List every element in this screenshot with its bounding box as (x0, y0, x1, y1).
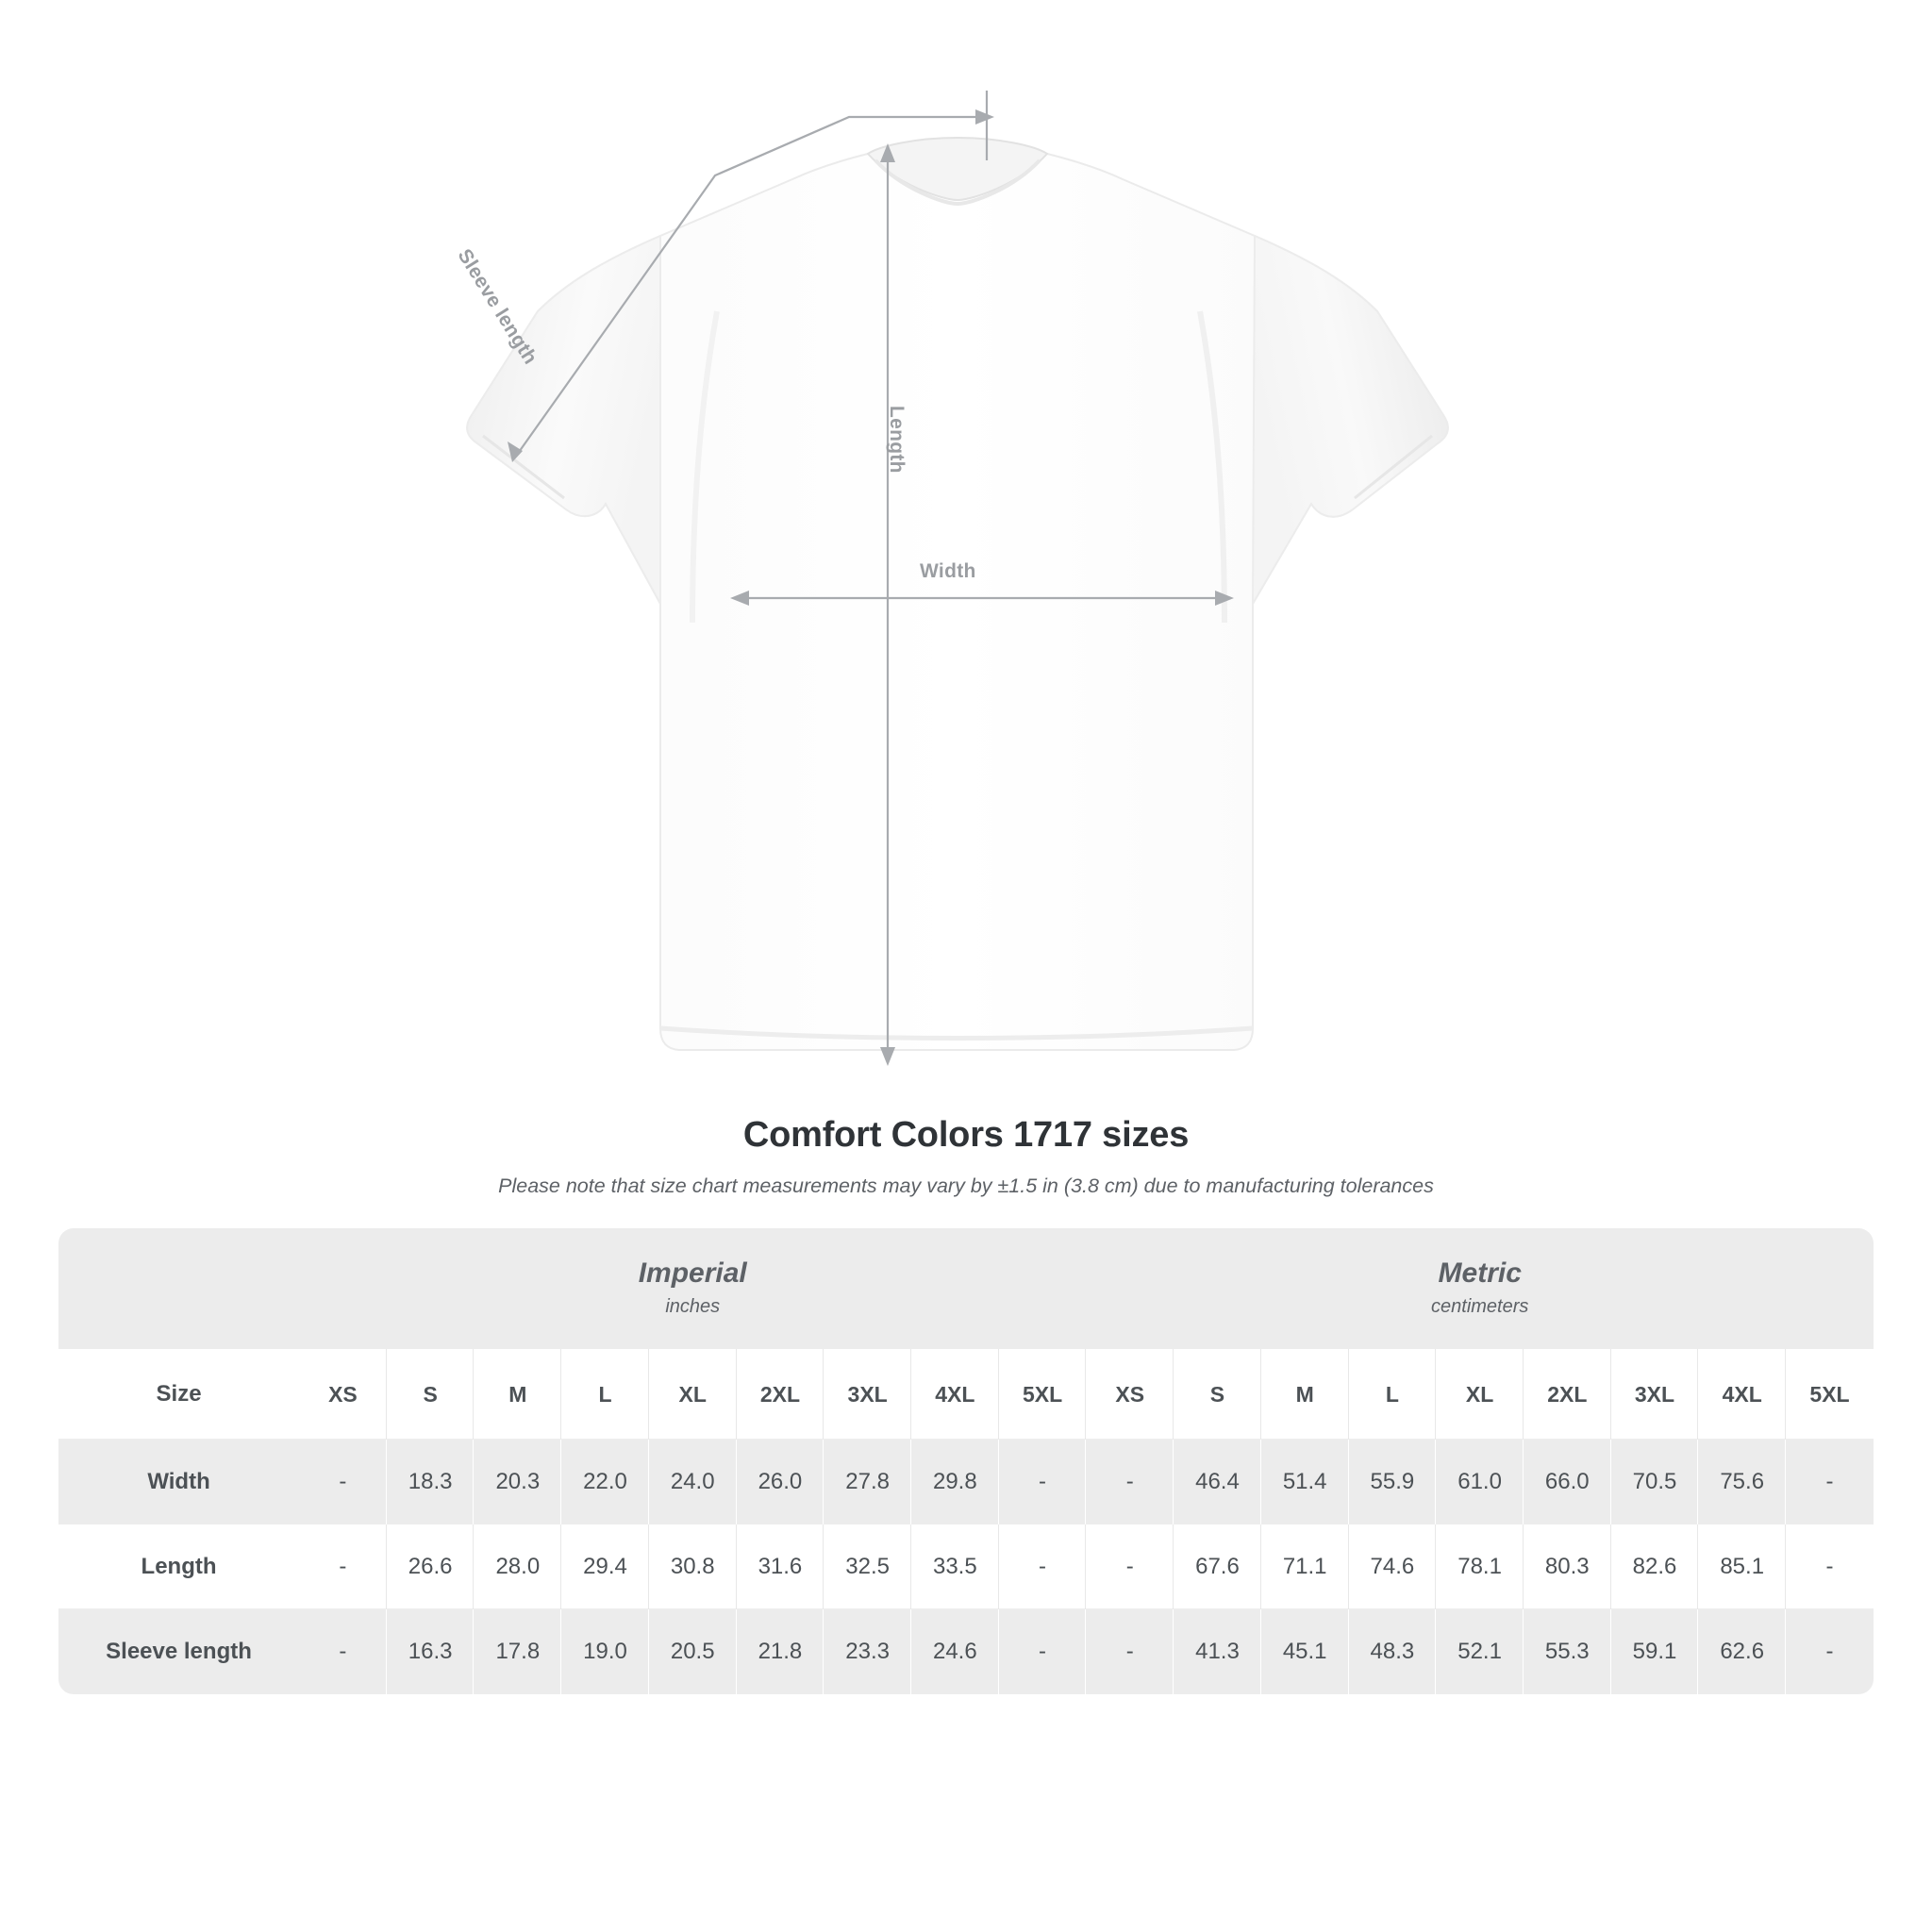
cell-sleeve-imperial-l: 19.0 (561, 1609, 649, 1694)
size-header-row (58, 1349, 1874, 1440)
cell-sleeve-imperial-m: 17.8 (474, 1609, 561, 1694)
column-header-metric-s: S (1174, 1349, 1261, 1440)
cell-sleeve-metric-5xl: - (1786, 1609, 1874, 1694)
cell-length-imperial-s: 26.6 (387, 1524, 475, 1609)
cell-sleeve-metric-s: 41.3 (1174, 1609, 1261, 1694)
cell-length-imperial-l: 29.4 (561, 1524, 649, 1609)
title-block (0, 1115, 1932, 1198)
cell-length-metric-xl: 78.1 (1436, 1524, 1524, 1609)
cell-sleeve-imperial-2xl: 21.8 (737, 1609, 824, 1694)
cell-length-metric-l: 74.6 (1349, 1524, 1437, 1609)
unit-imperial-cell (299, 1228, 1086, 1349)
cell-width-metric-xs: - (1086, 1440, 1174, 1524)
column-header-metric-xl: XL (1436, 1349, 1524, 1440)
table-row (58, 1440, 1874, 1524)
cell-width-metric-l: 55.9 (1349, 1440, 1437, 1524)
cell-width-metric-xl: 61.0 (1436, 1440, 1524, 1524)
cell-width-metric-4xl: 75.6 (1698, 1440, 1786, 1524)
size-table-wrapper (58, 1228, 1874, 1694)
cell-length-metric-4xl: 85.1 (1698, 1524, 1786, 1609)
cell-sleeve-metric-m: 45.1 (1261, 1609, 1349, 1694)
column-header-metric-4xl: 4XL (1698, 1349, 1786, 1440)
cell-width-imperial-l: 22.0 (561, 1440, 649, 1524)
cell-sleeve-imperial-xl: 20.5 (649, 1609, 737, 1694)
cell-sleeve-metric-xs: - (1086, 1609, 1174, 1694)
width-dimension-label: Width (920, 560, 976, 582)
cell-length-metric-5xl: - (1786, 1524, 1874, 1609)
cell-sleeve-metric-3xl: 59.1 (1611, 1609, 1699, 1694)
cell-length-metric-3xl: 82.6 (1611, 1524, 1699, 1609)
cell-length-imperial-xs: - (299, 1524, 387, 1609)
sleeve-length-dimension-label: Sleeve length (453, 245, 541, 369)
row-header-width: Width (58, 1440, 299, 1524)
unit-metric-cell (1086, 1228, 1874, 1349)
cell-width-imperial-2xl: 26.0 (737, 1440, 824, 1524)
unit-system-row (58, 1228, 1874, 1349)
cell-length-imperial-5xl: - (999, 1524, 1087, 1609)
cell-width-metric-s: 46.4 (1174, 1440, 1261, 1524)
cell-sleeve-imperial-s: 16.3 (387, 1609, 475, 1694)
cell-width-metric-5xl: - (1786, 1440, 1874, 1524)
column-header-imperial-5xl: 5XL (999, 1349, 1087, 1440)
cell-sleeve-metric-l: 48.3 (1349, 1609, 1437, 1694)
cell-sleeve-metric-xl: 52.1 (1436, 1609, 1524, 1694)
unit-metric-sub: centimeters (1431, 1295, 1529, 1317)
size-chart-table (58, 1228, 1874, 1694)
column-header-metric-5xl: 5XL (1786, 1349, 1874, 1440)
column-header-metric-l: L (1349, 1349, 1437, 1440)
column-header-imperial-4xl: 4XL (911, 1349, 999, 1440)
cell-width-imperial-3xl: 27.8 (824, 1440, 911, 1524)
column-header-size: Size (58, 1349, 299, 1440)
cell-sleeve-imperial-4xl: 24.6 (911, 1609, 999, 1694)
row-header-length: Length (58, 1524, 299, 1609)
column-header-imperial-m: M (474, 1349, 561, 1440)
unit-imperial-sub: inches (665, 1295, 721, 1317)
column-header-metric-2xl: 2XL (1524, 1349, 1611, 1440)
cell-width-metric-m: 51.4 (1261, 1440, 1349, 1524)
length-dimension-label: Length (886, 406, 908, 474)
unit-corner-cell (58, 1228, 299, 1349)
cell-sleeve-metric-2xl: 55.3 (1524, 1609, 1611, 1694)
cell-width-imperial-m: 20.3 (474, 1440, 561, 1524)
cell-length-imperial-m: 28.0 (474, 1524, 561, 1609)
cell-width-metric-2xl: 66.0 (1524, 1440, 1611, 1524)
column-header-metric-m: M (1261, 1349, 1349, 1440)
cell-sleeve-metric-4xl: 62.6 (1698, 1609, 1786, 1694)
column-header-imperial-3xl: 3XL (824, 1349, 911, 1440)
cell-length-metric-2xl: 80.3 (1524, 1524, 1611, 1609)
cell-length-metric-xs: - (1086, 1524, 1174, 1609)
cell-sleeve-imperial-5xl: - (999, 1609, 1087, 1694)
cell-length-imperial-4xl: 33.5 (911, 1524, 999, 1609)
column-header-imperial-s: S (387, 1349, 475, 1440)
cell-length-imperial-2xl: 31.6 (737, 1524, 824, 1609)
cell-width-imperial-xl: 24.0 (649, 1440, 737, 1524)
cell-width-imperial-s: 18.3 (387, 1440, 475, 1524)
cell-sleeve-imperial-3xl: 23.3 (824, 1609, 911, 1694)
column-header-metric-3xl: 3XL (1611, 1349, 1699, 1440)
cell-width-imperial-xs: - (299, 1440, 387, 1524)
table-row (58, 1609, 1874, 1694)
unit-metric-label: Metric (1438, 1257, 1522, 1290)
unit-imperial-label: Imperial (638, 1257, 747, 1290)
column-header-imperial-xs: XS (299, 1349, 387, 1440)
column-header-imperial-xl: XL (649, 1349, 737, 1440)
row-header-sleeve-length: Sleeve length (58, 1609, 299, 1694)
tolerance-note: Please note that size chart measurements may vary by ±1.5 in (3.8 cm) due to manufacturing tolerances (498, 1174, 1434, 1197)
cell-sleeve-imperial-xs: - (299, 1609, 387, 1694)
column-header-metric-xs: XS (1086, 1349, 1174, 1440)
table-row (58, 1524, 1874, 1609)
cell-length-imperial-3xl: 32.5 (824, 1524, 911, 1609)
column-header-imperial-2xl: 2XL (737, 1349, 824, 1440)
page-title: Comfort Colors 1717 sizes (742, 1115, 1190, 1155)
cell-width-imperial-4xl: 29.8 (911, 1440, 999, 1524)
cell-width-metric-3xl: 70.5 (1611, 1440, 1699, 1524)
cell-length-metric-s: 67.6 (1174, 1524, 1261, 1609)
cell-length-metric-m: 71.1 (1261, 1524, 1349, 1609)
tshirt-shape (467, 138, 1448, 1050)
cell-width-imperial-5xl: - (999, 1440, 1087, 1524)
cell-length-imperial-xl: 30.8 (649, 1524, 737, 1609)
column-header-imperial-l: L (561, 1349, 649, 1440)
